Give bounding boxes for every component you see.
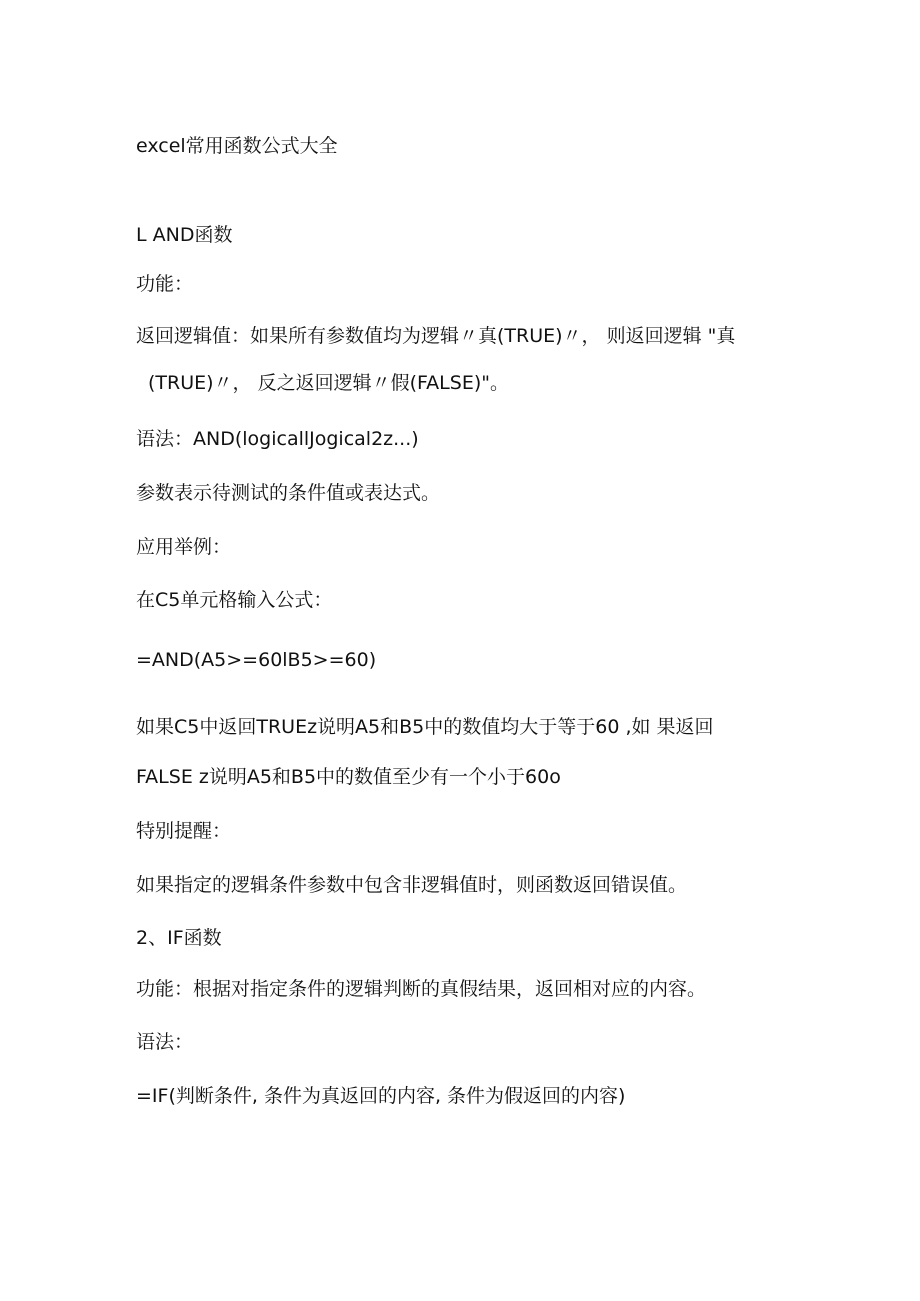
example-result-line-1: 如果C5中返回TRUEz说明A5和B5中的数值均大于等于60 ,如 果返回 — [136, 716, 714, 738]
syntax-line: 语法：AND(logicallJogical2z...) — [136, 428, 419, 450]
section-heading-if: 2、IF函数 — [136, 927, 222, 949]
if-syntax-formula: =IF(判断条件, 条件为真返回的内容, 条件为假返回的内容) — [136, 1085, 626, 1107]
note-label: 特别提醒： — [136, 820, 232, 842]
document-title: excel常用函数公式大全 — [136, 135, 338, 157]
if-syntax-label: 语法： — [136, 1031, 194, 1053]
note-text: 如果指定的逻辑条件参数中包含非逻辑值时，则函数返回错误值。 — [136, 874, 688, 896]
example-formula: =AND(A5>=60lB5>=60) — [136, 649, 377, 671]
if-function-description: 功能：根据对指定条件的逻辑判断的真假结果，返回相对应的内容。 — [136, 978, 707, 1000]
example-step: 在C5单元格输入公式： — [136, 589, 333, 611]
section-heading-and: L AND函数 — [136, 224, 233, 246]
example-label: 应用举例： — [136, 536, 232, 558]
function-description-line-2: (TRUE)〃， 反之返回逻辑〃假(FALSE)"。 — [148, 372, 509, 394]
function-label: 功能： — [136, 273, 194, 295]
parameter-description: 参数表示待测试的条件值或表达式。 — [136, 482, 441, 504]
example-result-line-2: FALSE z说明A5和B5中的数值至少有一个小于60o — [136, 766, 561, 788]
function-description-line-1: 返回逻辑值：如果所有参数值均为逻辑〃真(TRUE)〃， 则返回逻辑 "真 — [136, 325, 736, 347]
